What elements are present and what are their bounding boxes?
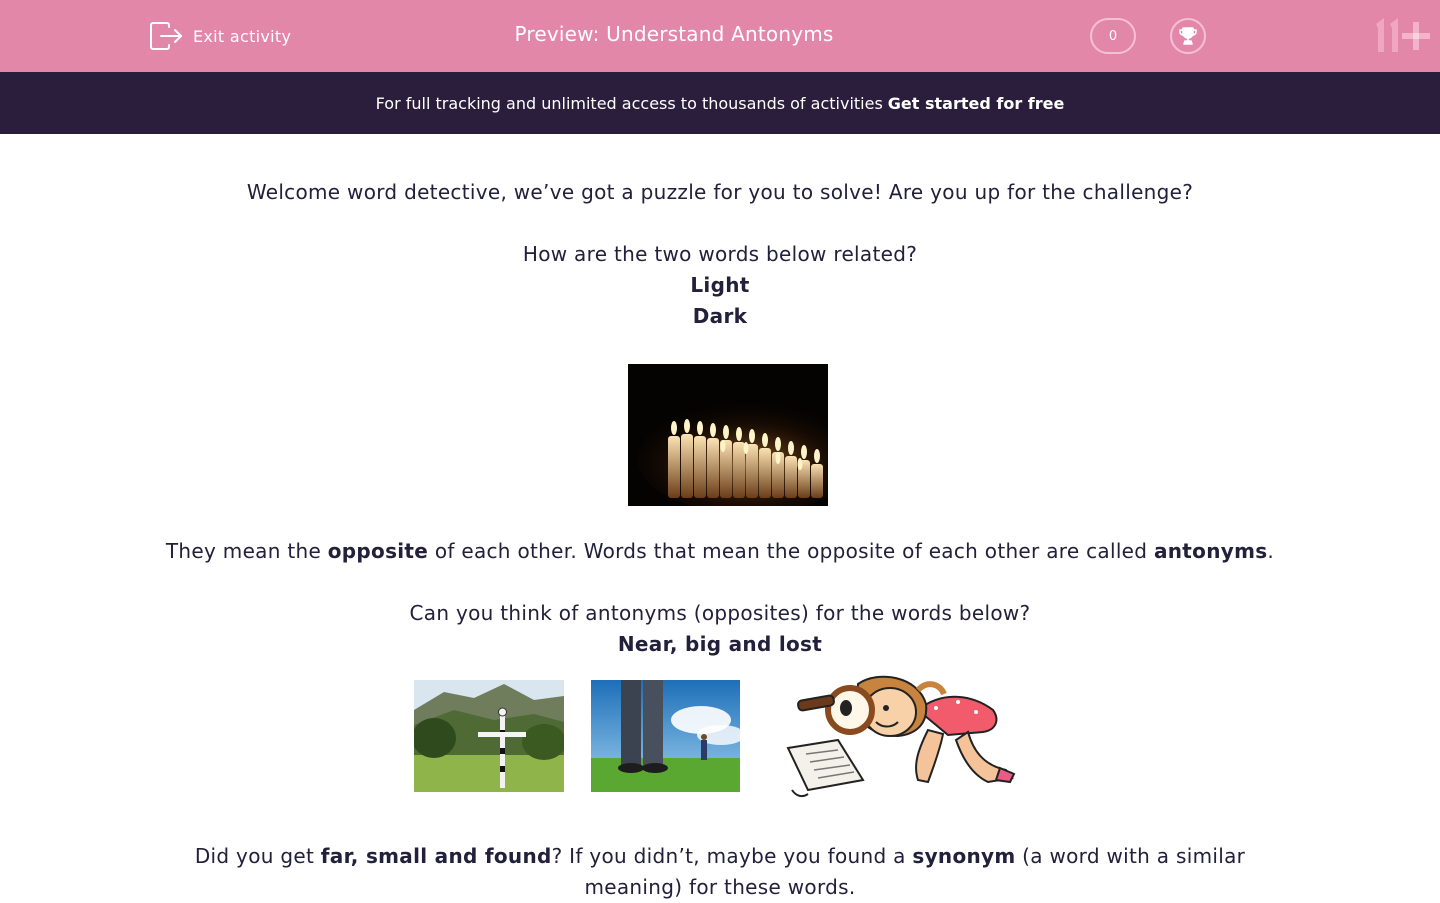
explain-mid: of each other. Words that mean the opposite of each other are called — [428, 539, 1154, 563]
brand-logo — [1372, 16, 1432, 54]
word-dark: Dark — [692, 304, 748, 328]
answer-text — [0, 841, 1440, 872]
explain-opposite: opposite — [327, 539, 429, 563]
banner-text: For full tracking and unlimited access to thousands of activities — [375, 93, 883, 113]
explain-post: . — [1267, 539, 1275, 563]
answer-words: far, small and found — [320, 844, 552, 868]
answer-text-continued: meaning) for these words. — [584, 875, 856, 899]
question2-text: Can you think of antonyms (opposites) for the words below? — [409, 601, 1031, 625]
words-list: Near, big and lost — [617, 632, 823, 656]
page-title — [0, 22, 1440, 46]
explain-antonyms: antonyms — [1153, 539, 1268, 563]
page-title-text: Preview: Understand Antonyms — [514, 22, 834, 46]
trophy-button[interactable] — [1170, 18, 1206, 54]
trophy-icon — [1177, 25, 1199, 47]
intro-text: Welcome word detective, we’ve got a puzzle for you to solve! Are you up for the challenge? — [246, 180, 1194, 204]
explanation-text — [0, 536, 1440, 567]
answer-pre: Did you get — [194, 844, 321, 868]
upgrade-banner — [0, 72, 1440, 134]
answer-synonym: synonym — [912, 844, 1016, 868]
top-bar — [0, 0, 1440, 72]
lesson-content — [0, 134, 1440, 900]
candles-image — [628, 364, 828, 506]
answer-post: (a word with a similar — [1015, 844, 1246, 868]
giant-image — [591, 680, 740, 792]
score-counter: 0 — [1090, 18, 1136, 54]
explain-pre: They mean the — [165, 539, 328, 563]
signpost-image — [414, 680, 564, 792]
word-light: Light — [690, 273, 750, 297]
get-started-link[interactable]: Get started for free — [887, 93, 1065, 113]
question-text: How are the two words below related? — [522, 242, 918, 266]
detective-girl-image — [768, 670, 1016, 802]
exit-activity-label: Exit activity — [193, 26, 292, 46]
answer-mid: ? If you didn’t, maybe you found a — [551, 844, 913, 868]
